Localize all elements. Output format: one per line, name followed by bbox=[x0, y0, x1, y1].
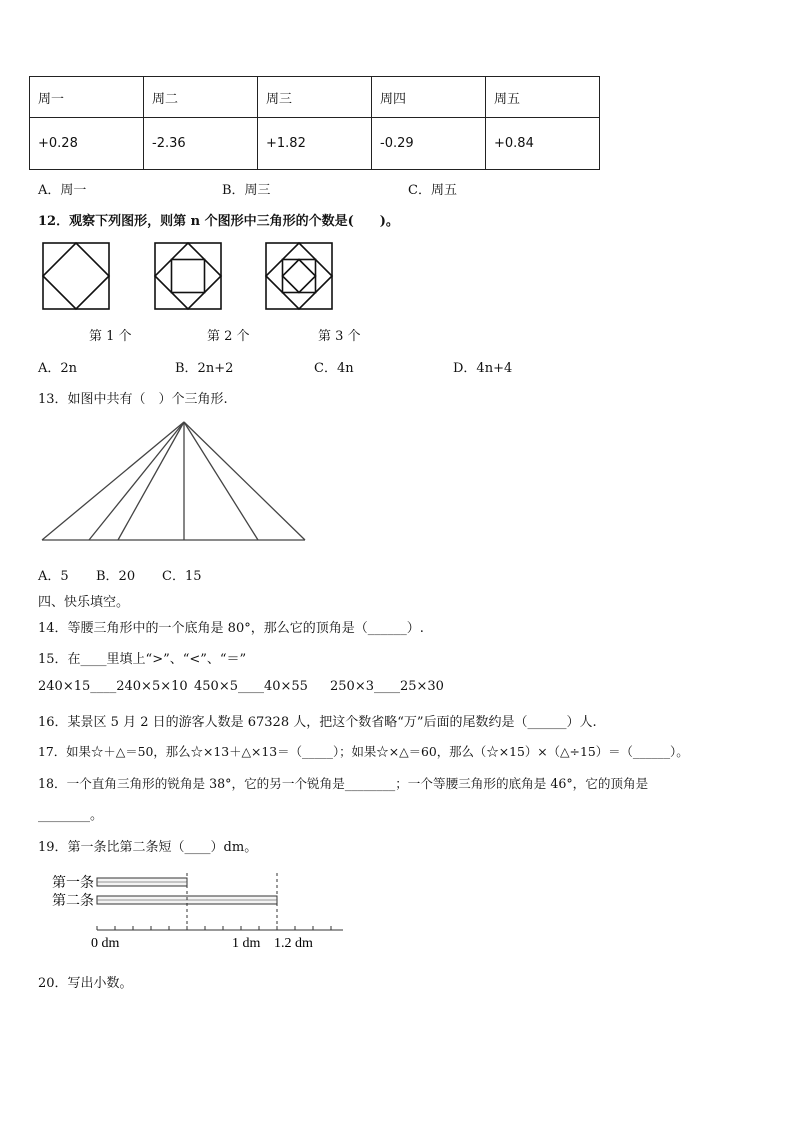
q20-question: 20．写出小数。 bbox=[38, 976, 133, 991]
table-header-cell: 周四 bbox=[372, 77, 486, 118]
q12-option-c[interactable]: C．4n bbox=[314, 361, 354, 376]
table-value-cell: +1.82 bbox=[258, 118, 372, 170]
table-header-cell: 周五 bbox=[486, 77, 600, 118]
section-heading: 四、快乐填空。 bbox=[38, 595, 130, 610]
q18-question-line2: ________。 bbox=[38, 808, 104, 823]
q12-option-d[interactable]: D．4n+4 bbox=[453, 361, 513, 376]
q13-question: 13．如图中共有（ ）个三角形. bbox=[38, 392, 228, 407]
q11-option-c[interactable]: C．周五 bbox=[408, 183, 457, 198]
tick-label: 1 dm bbox=[232, 936, 261, 951]
tick-label: 1.2 dm bbox=[274, 936, 313, 951]
table-value-cell: -2.36 bbox=[144, 118, 258, 170]
table-value-cell: +0.28 bbox=[30, 118, 144, 170]
q15-question: 15．在____里填上“>”、“<”、“＝” bbox=[38, 652, 247, 667]
table-header-cell: 周二 bbox=[144, 77, 258, 118]
table-header-cell: 周一 bbox=[30, 77, 144, 118]
q18-question-line1: 18．一个直角三角形的锐角是 38°，它的另一个锐角是________；一个等腰三角形的底角是 46°，它的顶角是 bbox=[38, 776, 649, 791]
figure3-caption: 第 3 个 bbox=[318, 329, 361, 344]
q15-item: 450×5____40×55 bbox=[194, 679, 308, 694]
tick-label: 0 dm bbox=[91, 936, 120, 951]
q13-option-a[interactable]: A．5 bbox=[38, 569, 69, 584]
q11-option-b[interactable]: B．周三 bbox=[222, 183, 271, 198]
figure2-caption: 第 2 个 bbox=[207, 329, 250, 344]
q12-option-b[interactable]: B．2n+2 bbox=[175, 361, 234, 376]
q13-option-b[interactable]: B．20 bbox=[96, 569, 136, 584]
q11-option-a[interactable]: A．周一 bbox=[38, 183, 87, 198]
bar-label: 第二条 bbox=[52, 894, 94, 909]
q15-item: 240×15____240×5×10 bbox=[38, 679, 188, 694]
q14-question: 14．等腰三角形中的一个底角是 80°，那么它的顶角是（______）. bbox=[38, 621, 424, 636]
table-value-cell: -0.29 bbox=[372, 118, 486, 170]
q16-question: 16．某景区 5 月 2 日的游客人数是 67328 人，把这个数省略“万”后面的尾数约是（______）人. bbox=[38, 715, 597, 730]
q13-option-c[interactable]: C．15 bbox=[162, 569, 202, 584]
q19-question: 19．第一条比第二条短（____）dm。 bbox=[38, 840, 258, 855]
figure1-caption: 第 1 个 bbox=[89, 329, 132, 344]
q12-option-a[interactable]: A．2n bbox=[38, 361, 78, 376]
q17-question: 17．如果☆＋△＝50，那么☆×13＋△×13＝（_____）；如果☆×△＝60，那么（☆×15）×（△÷15）＝（______）。 bbox=[38, 744, 689, 759]
table-value-cell: +0.84 bbox=[486, 118, 600, 170]
table-header-cell: 周三 bbox=[258, 77, 372, 118]
q12-question: 12．观察下列图形，则第 n 个图形中三角形的个数是( )。 bbox=[38, 214, 399, 229]
q15-item: 250×3____25×30 bbox=[330, 679, 444, 694]
bar-label: 第一条 bbox=[52, 876, 94, 891]
